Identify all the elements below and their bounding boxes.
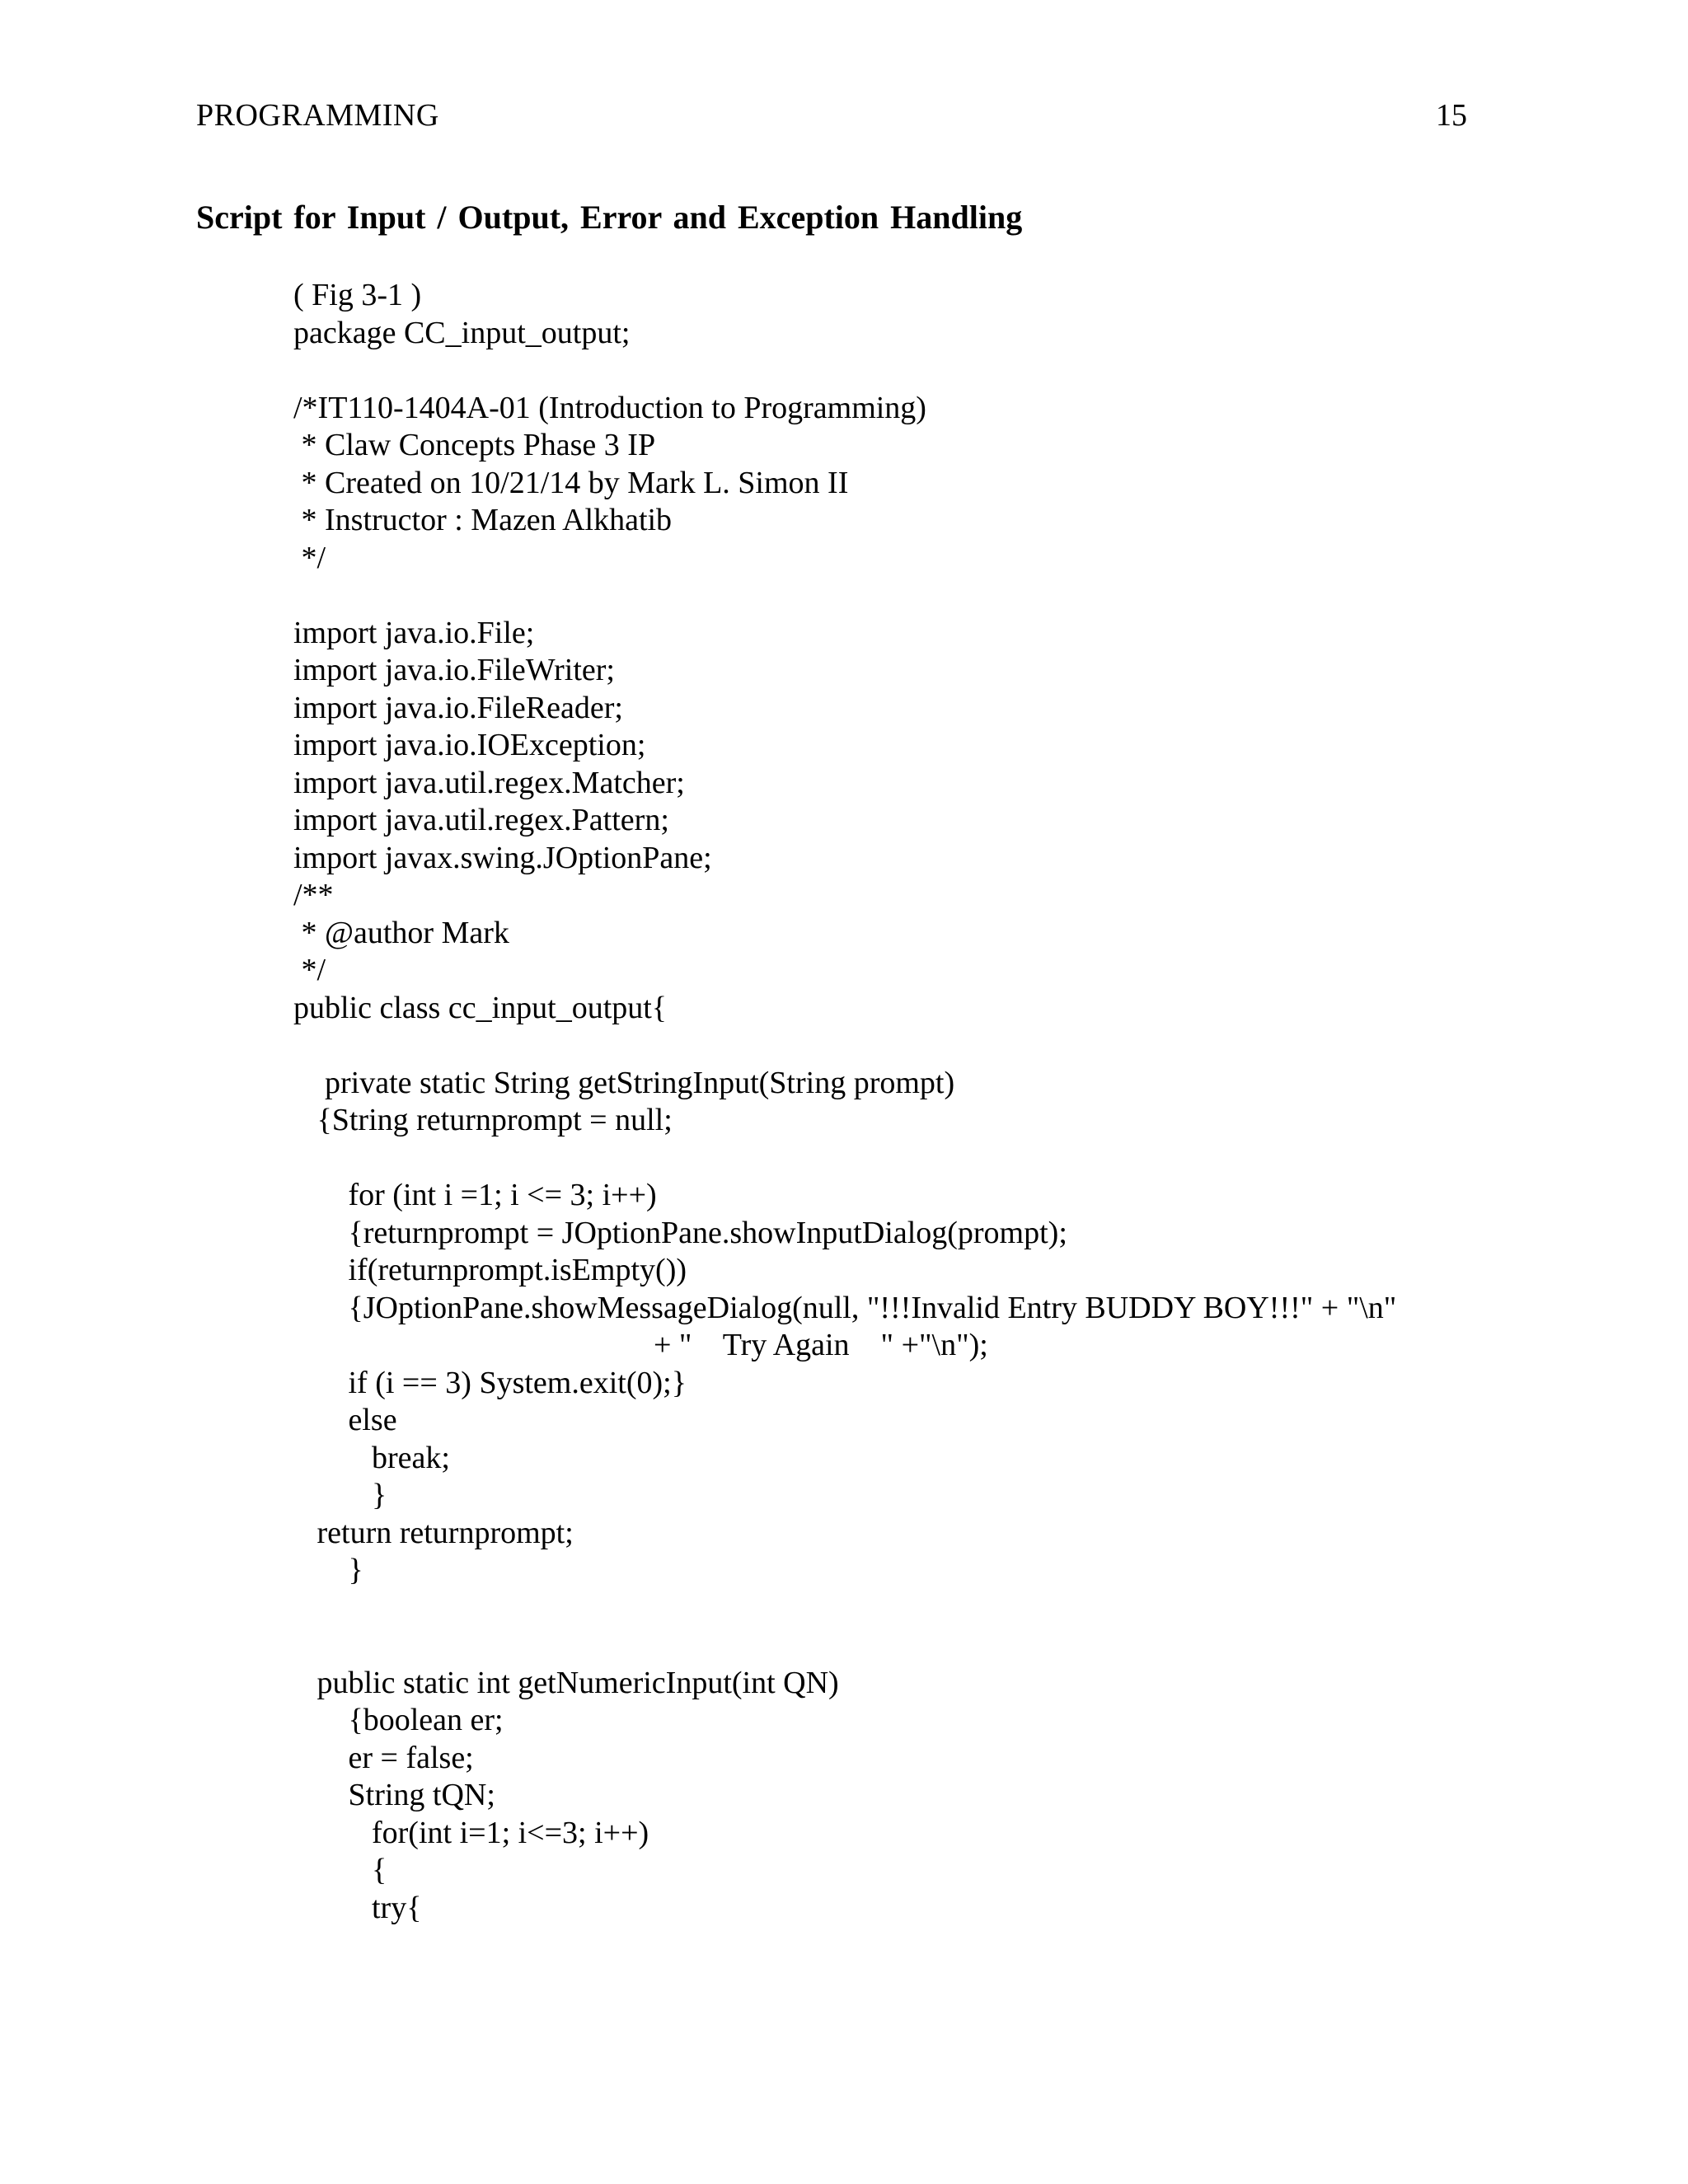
code-line: import java.io.FileReader; [293,690,623,725]
code-line: {JOptionPane.showMessageDialog(null, "!!!Invalid Entry BUDDY BOY!!!" + "\n" [293,1290,1397,1325]
code-line: private static String getStringInput(String prompt) [293,1065,955,1100]
code-line [293,1140,1480,1178]
code-line: break; [293,1440,450,1475]
code-line: * Instructor : Mazen Alkhatib [293,503,673,537]
code-line: /** [293,878,334,912]
code-line: /*IT110-1404A-01 (Introduction to Programming) [293,390,926,425]
running-head: PROGRAMMING [196,98,439,133]
code-line: if (i == 3) System.exit(0);} [293,1365,687,1400]
code-line: return returnprompt; [293,1515,574,1550]
code-line: {returnprompt = JOptionPane.showInputDialog(prompt); [293,1215,1067,1250]
code-line: * Created on 10/21/14 by Mark L. Simon II [293,465,849,500]
section-title: Script for Input / Output, Error and Exception Handling [196,199,1023,236]
code-line: } [293,1553,363,1587]
code-line: + " Try Again " +"\n"); [293,1328,988,1362]
page-number: 15 [1436,98,1467,133]
code-line: for(int i=1; i<=3; i++) [293,1815,649,1850]
code-line: for (int i =1; i <= 3; i++) [293,1178,657,1212]
code-line: {boolean er; [293,1703,504,1737]
code-line: public static int getNumericInput(int QN) [293,1665,839,1700]
code-line [293,1027,1480,1065]
code-line [293,1627,1480,1665]
code-line [293,1590,1480,1628]
code-line: import javax.swing.JOptionPane; [293,840,712,875]
code-line [293,352,1480,390]
code-line: * @author Mark [293,915,509,950]
code-line: ( Fig 3-1 ) [293,278,422,312]
code-line: { [293,1853,387,1887]
code-line: {String returnprompt = null; [293,1103,673,1137]
code-listing [293,277,1480,1927]
code-line: package CC_input_output; [293,315,631,350]
code-line: try{ [293,1890,422,1925]
code-line: */ [293,540,326,575]
code-line: import java.io.FileWriter; [293,653,615,687]
code-line: } [293,1478,387,1512]
code-line: import java.io.File; [293,615,535,650]
code-line: * Claw Concepts Phase 3 IP [293,428,656,462]
code-line: else [293,1403,397,1437]
code-line: String tQN; [293,1778,495,1812]
code-line: er = false; [293,1740,474,1775]
code-line: import java.io.IOException; [293,728,646,762]
code-line: */ [293,953,326,987]
code-line: if(returnprompt.isEmpty()) [293,1253,687,1287]
code-line: import java.util.regex.Matcher; [293,765,685,800]
code-line: import java.util.regex.Pattern; [293,803,669,837]
code-line [293,577,1480,615]
code-line: public class cc_input_output{ [293,990,668,1025]
